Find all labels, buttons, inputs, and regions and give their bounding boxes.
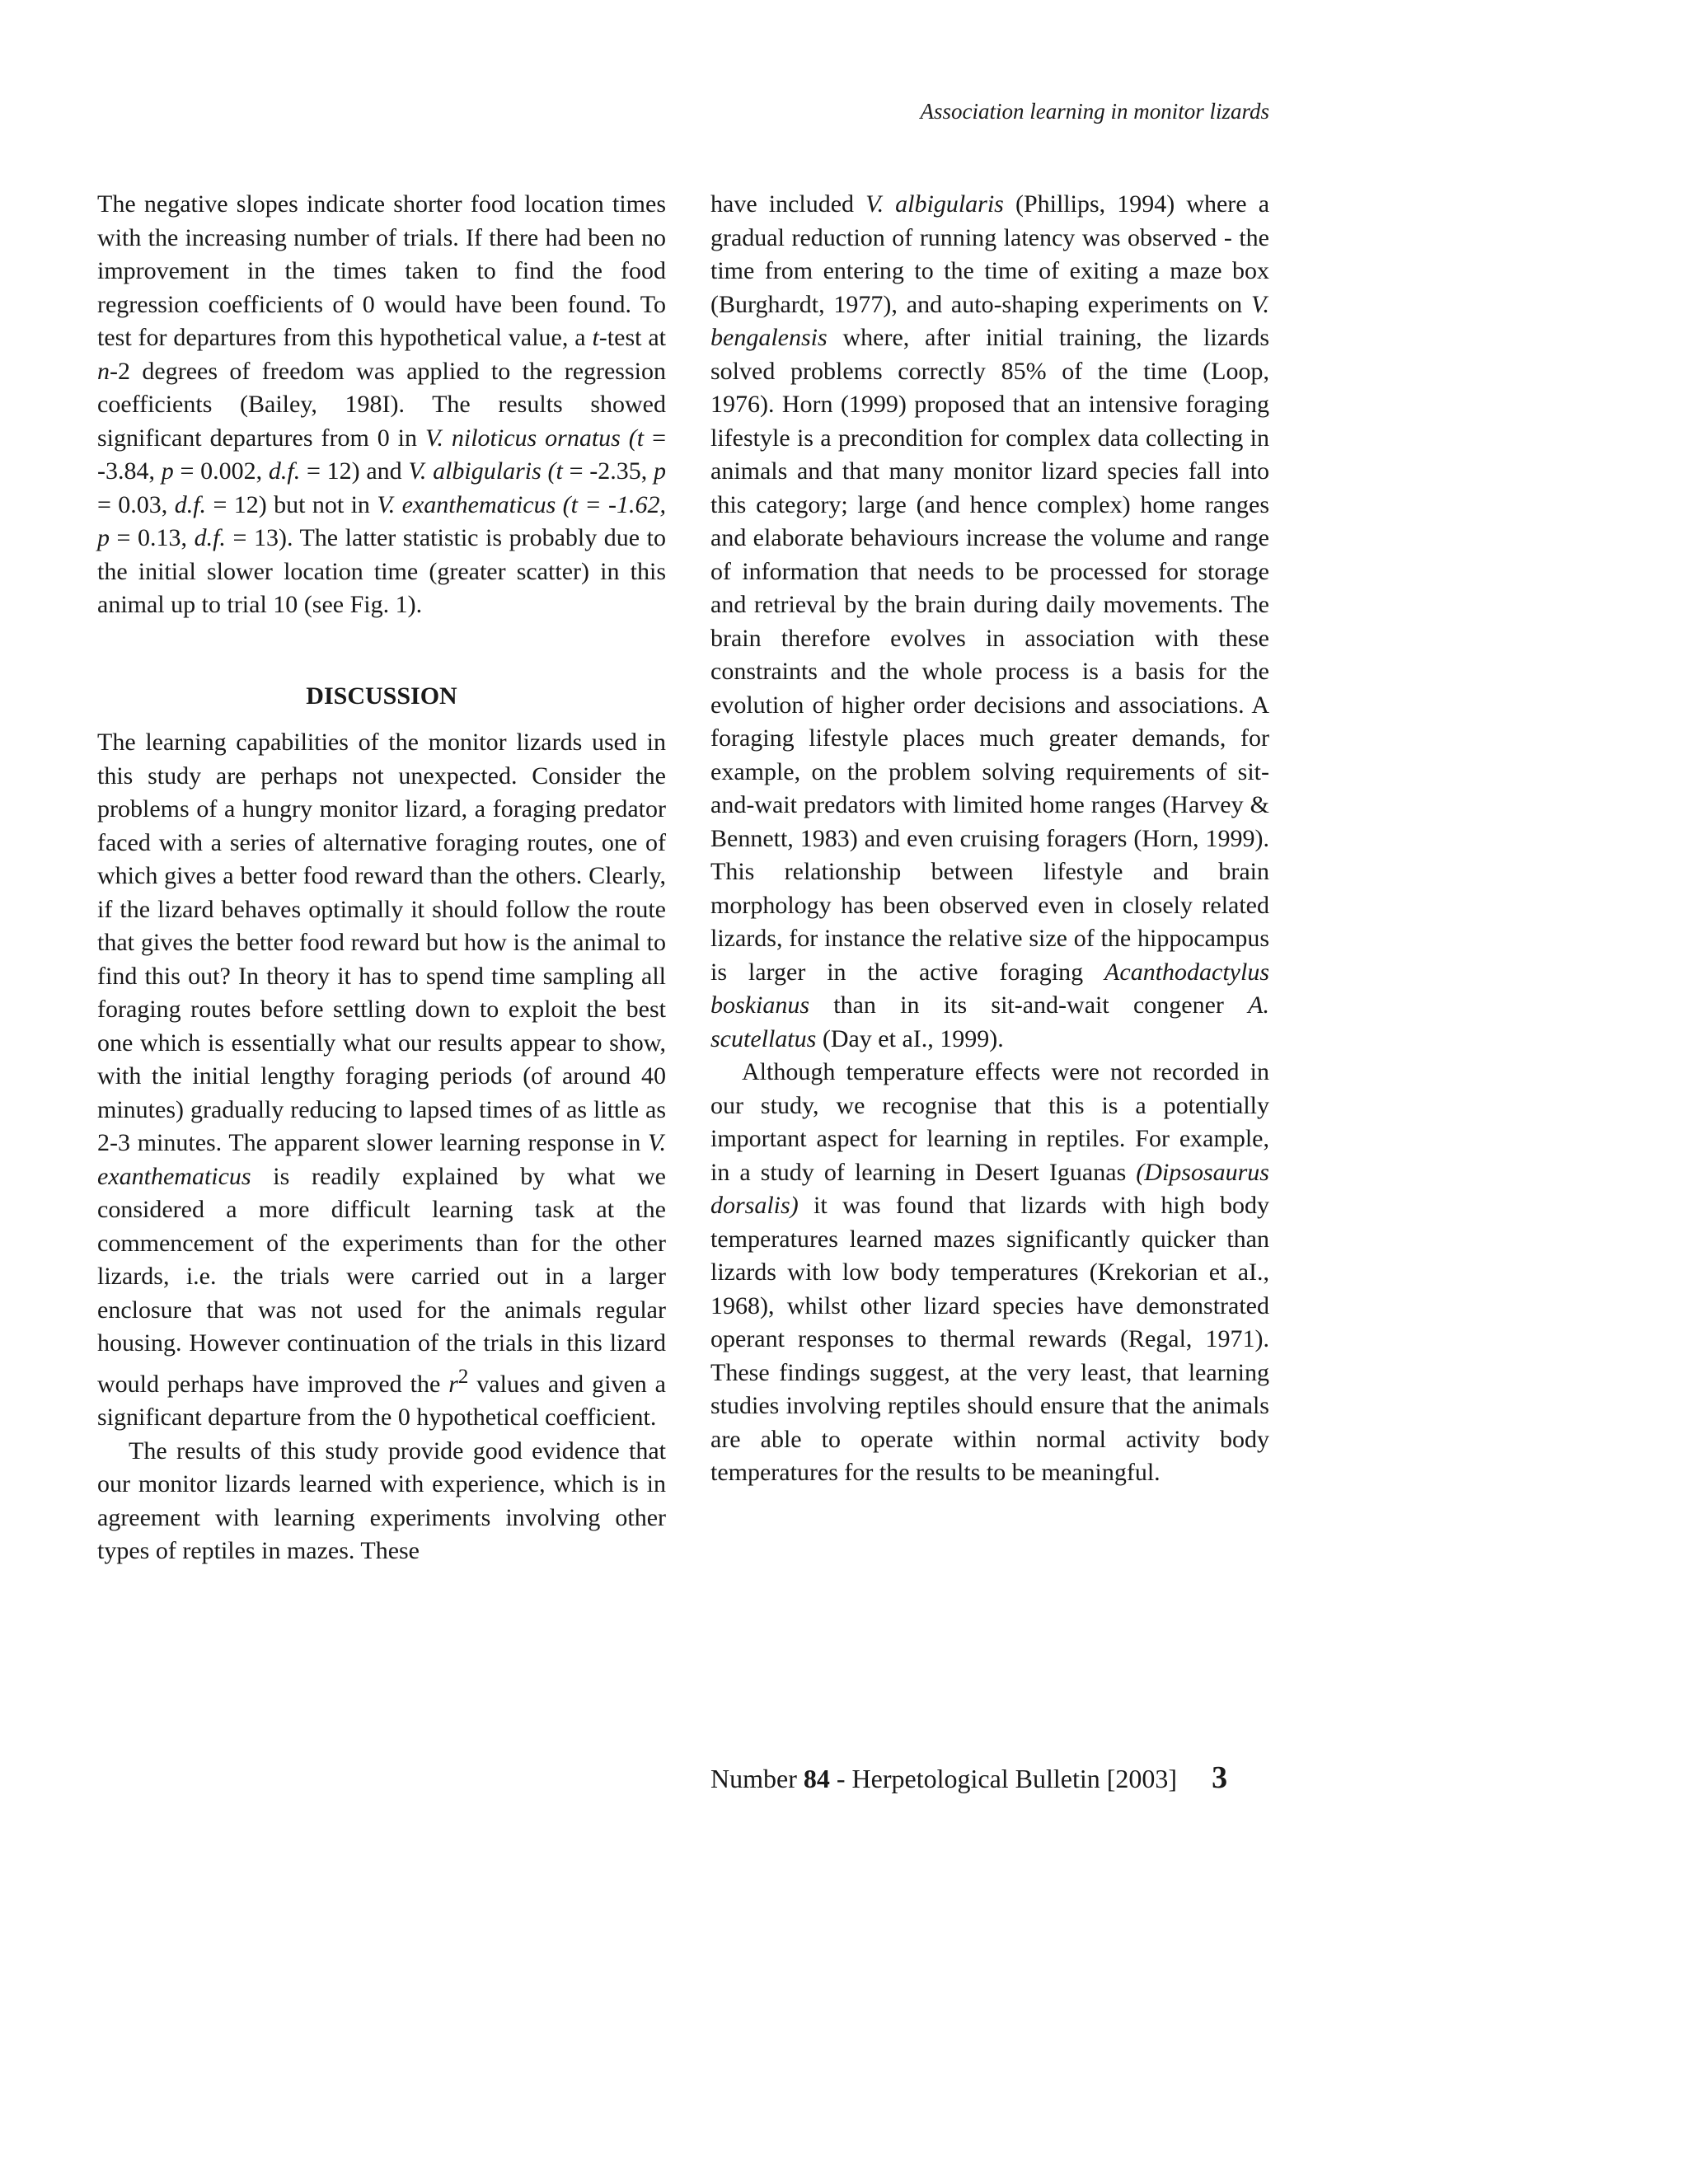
page-number: 3 bbox=[1212, 1760, 1228, 1795]
journal-name: - Herpetological Bulletin [2003] bbox=[829, 1764, 1178, 1793]
results-paragraph: The negative slopes indicate shorter food location times with the increasing number of trials. If there had been no improvement in the times taken to find the food regression coefficients of 0 would have been found. To test for departures from this hypothetical value, a t-test at n-2 degrees of freedom was applied to the regression coefficients (Bailey, 198I). The results showed significant departures from 0 in V. niloticus ornatus (t = -3.84, p = 0.002, d.f. = 12) and V. albigularis (t = -2.35, p = 0.03, d.f. = 12) but not in V. exanthematicus (t = -1.62, p = 0.13, d.f. = 13). The latter statistic is probably due to the initial slower location time (greater scatter) in this animal up to trial 10 (see Fig. 1). bbox=[97, 190, 667, 618]
discussion-paragraph-3: have included V. albigularis (Phillips, 1994) where a gradual reduction of running latency was observed - the time from entering to the time of exiting a maze box (Burghardt, 1977), and auto-shaping experiments on V. bengalensis where, after initial training, the lizards solved problems correctly 85% of the time (Loop, 1976). Horn (1999) proposed that an intensive foraging lifestyle is a precondition for complex data collecting in animals and that many monitor lizard species fall into this category; large (and hence complex) home ranges and elaborate behaviours increase the volume and range of information that needs to be processed for storage and retrieval by the brain during daily movements. The brain therefore evolves in association with these constraints and the whole process is a basis for the evolution of higher order decisions and associations. A foraging lifestyle places much greater demands, for example, on the problem solving requirements of sit-and-wait predators with limited home ranges (Harvey & Bennett, 1983) and even cruising foragers (Horn, 1999). This relationship between lifestyle and brain morphology has been observed even in closely related lizards, for instance the relative size of the hippocampus is larger in the active foraging Acanthodactylus boskianus than in its sit-and-wait congener A. scutellatus (Day et aI., 1999). bbox=[710, 190, 1270, 1052]
footer-prefix: Number bbox=[710, 1764, 804, 1793]
page-footer bbox=[710, 1760, 1271, 1796]
section-heading-discussion: DISCUSSION bbox=[306, 682, 457, 710]
left-column bbox=[97, 188, 666, 1568]
discussion-paragraph-2: The results of this study provide good evidence that our monitor lizards learned with experience, which is in agreement with learning experiments involving other types of reptiles in mazes. These bbox=[97, 1436, 666, 1564]
issue-number: 84 bbox=[803, 1764, 830, 1793]
running-head: Association learning in monitor lizards bbox=[920, 99, 1269, 124]
right-column bbox=[710, 188, 1269, 1490]
discussion-paragraph-4: Although temperature effects were not recorded in our study, we recognise that this is a potentially important aspect for learning in reptiles. For example, in a study of learning in Desert Iguanas (Dipsosaurus dorsalis) it was found that lizards with high body temperatures learned mazes significantly quicker than lizards with low body temperatures (Krekorian et aI., 1968), whilst other lizard species have demonstrated operant responses to thermal rewards (Regal, 1971). These findings suggest, at the very least, that learning studies involving reptiles should ensure that the animals are able to operate within normal activity body temperatures for the results to be meaningful. bbox=[710, 1058, 1269, 1486]
discussion-paragraph-1: The learning capabilities of the monitor lizards used in this study are perhaps not unexpected. Consider the problems of a hungry monitor lizard, a foraging predator faced with a series of alternative foraging routes, one of which gives a better food reward than the others. Clearly, if the lizard behaves optimally it should follow the route that gives the better food reward but how is the animal to find this out? In theory it has to spend time sampling all foraging routes before settling down to exploit the best one which is essentially what our results appear to show, with the initial lengthy foraging periods (of around 40 minutes) gradually reducing to lapsed times of as little as 2-3 minutes. The apparent slower learning response in V. exanthematicus is readily explained by what we considered a more difficult learning task at the commencement of the experiments than for the other lizards, i.e. the trials were carried out in a larger enclosure that was not used for the animals regular housing. However continuation of the trials in this lizard would perhaps have improved the $r^2$ values and given a significant departure from the 0 hypothetical coefficient. bbox=[97, 729, 666, 1431]
